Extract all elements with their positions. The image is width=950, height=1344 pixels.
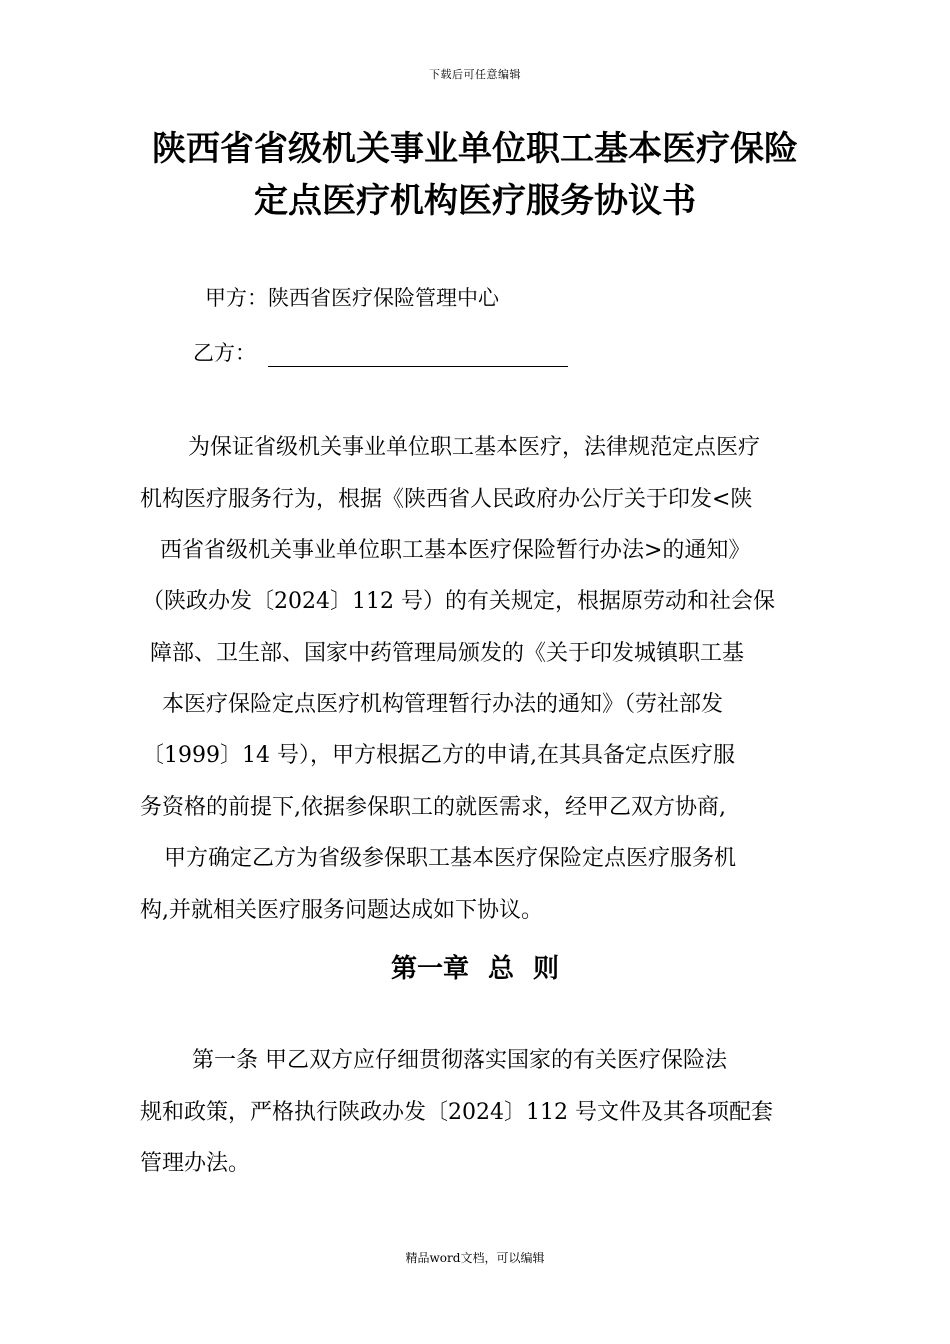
intro-line: 机构医疗服务行为，根据《陕西省人民政府办公厅关于印发<陕 bbox=[140, 487, 753, 512]
header-note: 下载后可任意编辑 bbox=[429, 68, 521, 81]
document-title-line-1: 陕西省省级机关事业单位职工基本医疗保险 bbox=[152, 129, 798, 169]
intro-line: 为保证省级机关事业单位职工基本医疗，法律规范定点医疗 bbox=[188, 435, 761, 460]
intro-line: 务资格的前提下,依据参保职工的就医需求，经甲乙双方协商, bbox=[140, 795, 726, 820]
party-b bbox=[193, 339, 568, 367]
intro-line: 本医疗保险定点医疗机构管理暂行办法的通知》（劳社部发 bbox=[162, 692, 724, 717]
party-b-blank-line bbox=[268, 342, 568, 367]
footer-note: 精品word文档，可以编辑 bbox=[405, 1251, 545, 1265]
document-title-line-2: 定点医疗机构医疗服务协议书 bbox=[254, 181, 696, 221]
chapter-heading: 第一章 总 则 bbox=[390, 954, 560, 984]
intro-line: 〔1999〕14 号），甲方根据乙方的申请,在其具备定点医疗服 bbox=[142, 743, 735, 768]
article-line: 管理办法。 bbox=[140, 1151, 251, 1176]
article-line: 第一条 甲乙双方应仔细贯彻落实国家的有关医疗保险法 bbox=[192, 1048, 727, 1073]
intro-line: 构,并就相关医疗服务问题达成如下协议。 bbox=[140, 898, 543, 923]
party-b-label: 乙方： bbox=[193, 341, 256, 365]
intro-line: 障部、卫生部、国家中药管理局颁发的《关于印发城镇职工基 bbox=[150, 641, 745, 666]
article-line: 规和政策，严格执行陕政办发〔2024〕112 号文件及其各项配套 bbox=[140, 1100, 773, 1125]
party-a: 甲方：陕西省医疗保险管理中心 bbox=[205, 286, 499, 310]
intro-line: 甲方确定乙方为省级参保职工基本医疗保险定点医疗服务机 bbox=[164, 846, 737, 871]
intro-line: 西省省级机关事业单位职工基本医疗保险暂行办法>的通知》 bbox=[160, 538, 751, 563]
intro-line: （陕政办发〔2024〕112 号）的有关规定，根据原劳动和社会保 bbox=[142, 589, 775, 614]
